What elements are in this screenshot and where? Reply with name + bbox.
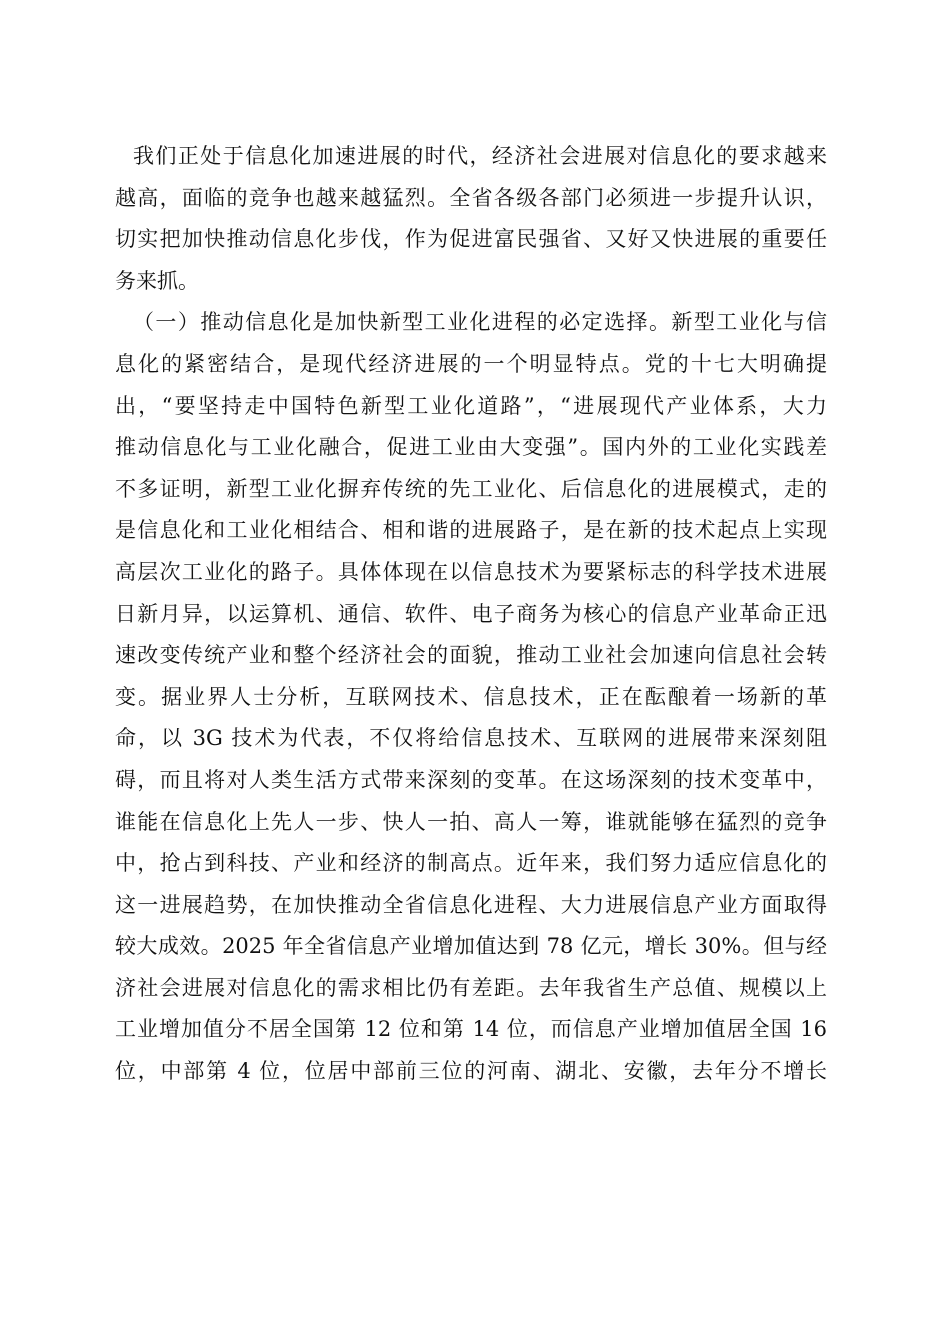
text-line: 息化的紧密结合，是现代经济进展的一个明显特点。党的十七大明确提 [115, 351, 827, 376]
text-line: 日新月异，以运算机、通信、软件、电子商务为核心的信息产业革命正迅 [115, 601, 827, 626]
text-line: 速改变传统产业和整个经济社会的面貌，推动工业社会加速向信息社会转 [115, 643, 827, 668]
paragraph-intro [115, 136, 827, 302]
paragraph-section-one [115, 302, 827, 1092]
document-body [115, 136, 827, 1093]
text-line: 务来抓。 [115, 268, 199, 293]
text-line: 中，抢占到科技、产业和经济的制高点。近年来，我们努力适应信息化的 [115, 851, 827, 876]
text-line: 高层次工业化的路子。具体体现在以信息技术为要紧标志的科学技术进展 [115, 559, 827, 584]
text-line: 切实把加快推动信息化步伐，作为促进富民强省、又好又快进展的重要任 [115, 227, 827, 252]
text-line: （一）推动信息化是加快新型工业化进程的必定选择。新型工业化与信 [133, 310, 827, 335]
text-line: 命，以 3G 技术为代表，不仅将给信息技术、互联网的进展带来深刻阻 [115, 726, 827, 751]
text-line: 济社会进展对信息化的需求相比仍有差距。去年我省生产总值、规模以上 [115, 975, 827, 1000]
text-line: 碍，而且将对人类生活方式带来深刻的变革。在这场深刻的技术变革中， [115, 767, 827, 792]
text-line: 位，中部第 4 位，位居中部前三位的河南、湖北、安徽，去年分不增长 [115, 1059, 827, 1084]
text-line: 工业增加值分不居全国第 12 位和第 14 位，而信息产业增加值居全国 16 [115, 1017, 827, 1042]
text-line: 不多证明，新型工业化摒弃传统的先工业化、后信息化的进展模式，走的 [115, 476, 827, 501]
text-line: 出，“要坚持走中国特色新型工业化道路”，“进展现代产业体系，大力 [115, 393, 827, 418]
text-line: 变。据业界人士分析，互联网技术、信息技术，正在酝酿着一场新的革 [115, 684, 827, 709]
text-line: 谁能在信息化上先人一步、快人一拍、高人一筹，谁就能够在猛烈的竞争 [115, 809, 827, 834]
text-line: 我们正处于信息化加速进展的时代，经济社会进展对信息化的要求越来 [133, 144, 827, 168]
text-line: 越高，面临的竞争也越来越猛烈。全省各级各部门必须进一步提升认识， [115, 185, 827, 210]
text-line: 是信息化和工业化相结合、相和谐的进展路子，是在新的技术起点上实现 [115, 518, 827, 543]
text-line: 这一进展趋势，在加快推动全省信息化进程、大力进展信息产业方面取得 [115, 892, 827, 917]
text-line: 较大成效。2025 年全省信息产业增加值达到 78 亿元，增长 30%。但与经 [115, 934, 827, 959]
text-line: 推动信息化与工业化融合，促进工业由大变强”。国内外的工业化实践差 [115, 435, 827, 460]
